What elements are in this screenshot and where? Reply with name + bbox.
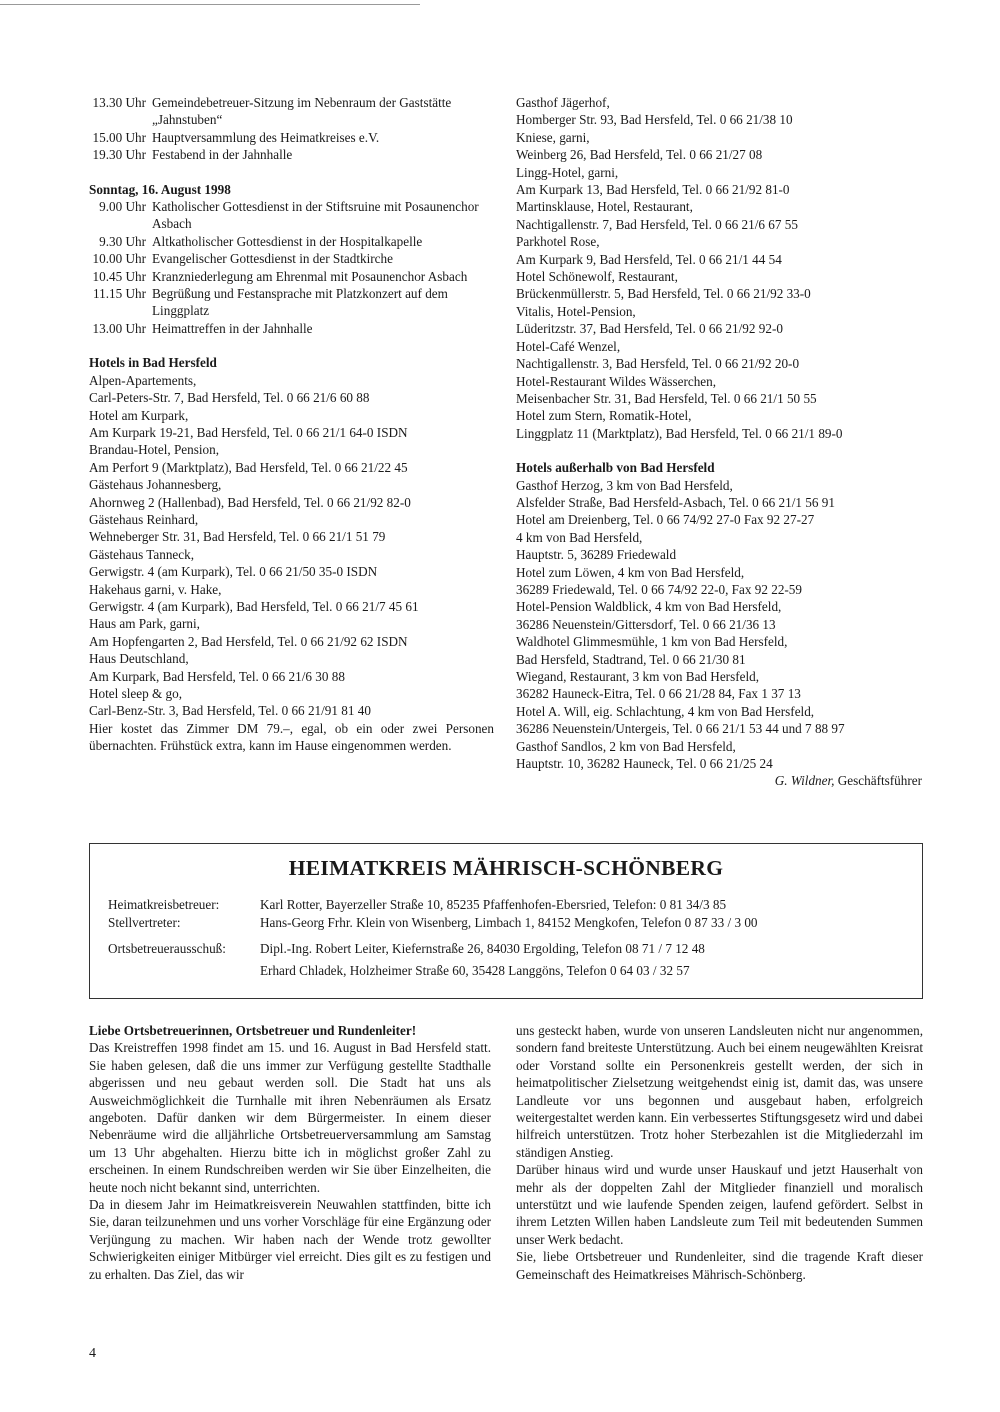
sunday-heading: Sonntag, 16. August 1998 (89, 181, 231, 197)
schedule-time: 9.00 Uhr (99, 199, 146, 215)
letter-left-column (89, 1022, 491, 1283)
schedule-time: 13.30 Uhr (92, 95, 146, 110)
hotel-line: Gerwigstr. 4 (am Kurpark), Tel. 0 66 21/50 35-0 ISDN (89, 564, 378, 580)
hotel-line: Hotel zum Stern, Romatik-Hotel, (516, 408, 692, 424)
signature (516, 772, 926, 789)
hotel-line: Hotel sleep & go, (89, 686, 183, 701)
hotel-line: Gasthof Herzog, 3 km von Bad Hersfeld, (516, 477, 733, 493)
saturday-schedule (89, 94, 494, 164)
hotel-line: Hotel am Dreienberg, Tel. 0 66 74/92 27-0 Fax 92 27-27 (516, 512, 815, 528)
hotel-line: Kniese, garni, (516, 129, 590, 145)
hotel-line: Hauptstr. 10, 36282 Hauneck, Tel. 0 66 21/25 24 (516, 756, 773, 772)
box-label: Heimatkreisbetreuer: (108, 897, 220, 912)
hotel-line: Parkhotel Rose, (516, 234, 600, 250)
box-row (108, 962, 690, 980)
schedule-time: 10.45 Uhr (92, 268, 146, 284)
hotel-line: Nachtigallenstr. 7, Bad Hersfeld, Tel. 0 66 21/6 67 55 (516, 216, 798, 232)
hotel-line: Gästehaus Tanneck, (89, 546, 195, 562)
hotel-line: Gasthof Jägerhof, (516, 95, 610, 110)
left-column (89, 94, 494, 755)
schedule-text: Altkatholischer Gottesdienst in der Hospitalkapelle (152, 233, 423, 249)
hotel-note: Hier kostet das Zimmer DM 79.–, egal, ob ein oder zwei Personen übernachten. Frühstück extra, kann im Hause eingenommen werden. (89, 720, 494, 754)
hotel-line: Ahornweg 2 (Hallenbad), Bad Hersfeld, Tel. 0 66 21/92 82-0 (89, 494, 411, 510)
hotels-in-list-left (89, 372, 494, 720)
hotel-line: 4 km von Bad Hersfeld, (516, 529, 643, 545)
letter-paragraph: Das Kreistreffen 1998 findet am 15. und 16. August in Bad Hersfeld statt. Sie haben gelesen, daß die uns immer zur Verfügung gestellte Stadthalle abgerissen und neu gebaut werden soll. Die Stadt hat uns als Ausweichmöglichkeit die Turnhalle mit ihren Nebenräumen als Ersatz angeboten. Dafür danken wir dem Bürgermeister. In einem dieser Nebenräume wird die alljährliche Ortsbetreuerversammlung am Samstag um 13 Uhr abgehalten. Hierzu bitte ich in möglichst großer Zahl zu erscheinen. In einem Rundschreiben werden wir Sie über Einzelheiten, die heute noch nicht bekannt sind, unterrichten. (89, 1040, 491, 1195)
schedule-time: 11.15 Uhr (93, 286, 146, 302)
hotel-line: Am Perfort 9 (Marktplatz), Bad Hersfeld, Tel. 0 66 21/22 45 (89, 459, 408, 475)
hotel-line: Hotel Schönewolf, Restaurant, (516, 269, 678, 285)
right-column (516, 94, 926, 790)
hotel-line: Nachtigallenstr. 3, Bad Hersfeld, Tel. 0 66 21/92 20-0 (516, 356, 800, 372)
top-rule (0, 4, 420, 5)
hotel-line: Weinberg 26, Bad Hersfeld, Tel. 0 66 21/27 08 (516, 147, 763, 163)
box-value: Erhard Chladek, Holzheimer Straße 60, 35428 Langgöns, Telefon 0 64 03 / 32 57 (260, 963, 690, 978)
schedule-text: Evangelischer Gottesdienst in der Stadtkirche (152, 251, 393, 267)
hotel-line: Am Kurpark 19-21, Bad Hersfeld, Tel. 0 66 21/1 64-0 ISDN (89, 424, 408, 440)
hotel-line: 36282 Hauneck-Eitra, Tel. 0 66 21/28 84, Fax 1 37 13 (516, 686, 801, 702)
hotel-line: Brückenmüllerstr. 5, Bad Hersfeld, Tel. 0 66 21/92 33-0 (516, 286, 811, 302)
schedule-text: Gemeindebetreuer-Sitzung im Nebenraum der Gaststätte „Jahnstuben“ (152, 95, 452, 128)
letter-greeting: Liebe Ortsbetreuerinnen, Ortsbetreuer und Rundenleiter! (89, 1023, 417, 1038)
hotel-line: Wiegand, Restaurant, 3 km von Bad Hersfeld, (516, 669, 760, 684)
hotel-line: Am Kurpark 13, Bad Hersfeld, Tel. 0 66 21/92 81-0 (516, 182, 790, 198)
schedule-time: 13.00 Uhr (92, 320, 146, 336)
letter-paragraph: Darüber hinaus wird und wurde unser Hauskauf und jetzt Hauserhalt von mehr als der doppelten Zahl der Mitglieder finanziell und moralisch unterstützt und wie laufende Spenden zeigen, laufend gefördert. Selbst in ihrem Letzten Willen haben Landsleute zum Teil mit bedeutenden Summen unser Werk bedacht. (516, 1162, 923, 1247)
hotel-line: Hotel zum Löwen, 4 km von Bad Hersfeld, (516, 564, 745, 580)
hotel-line: Hotel-Pension Waldblick, 4 km von Bad Hersfeld, (516, 599, 782, 615)
hotel-line: Bad Hersfeld, Stadtrand, Tel. 0 66 21/30 81 (516, 651, 746, 667)
hotel-line: Haus am Park, garni, (89, 616, 200, 632)
schedule-text: Kranzniederlegung am Ehrenmal mit Posaunenchor Asbach (152, 268, 468, 284)
schedule-item (89, 233, 494, 250)
hotel-line: Hauptstr. 5, 36289 Friedewald (516, 547, 677, 563)
box-value: Dipl.-Ing. Robert Leiter, Kiefernstraße 26, 84030 Ergolding, Telefon 08 71 / 7 12 48 (260, 941, 705, 956)
hotel-line: Homberger Str. 93, Bad Hersfeld, Tel. 0 66 21/38 10 (516, 112, 793, 128)
hotel-line: Am Kurpark, Bad Hersfeld, Tel. 0 66 21/6 30 88 (89, 668, 345, 684)
hotel-line: Alsfelder Straße, Bad Hersfeld-Asbach, Tel. 0 66 21/1 56 91 (516, 494, 835, 510)
hotel-line: Hotel am Kurpark, (89, 407, 189, 423)
schedule-text: Heimattreffen in der Jahnhalle (152, 320, 313, 336)
hotel-line: Alpen-Apartements, (89, 372, 197, 388)
schedule-time: 15.00 Uhr (92, 129, 146, 145)
hotel-line: 36286 Neuenstein/Gittersdorf, Tel. 0 66 21/36 13 (516, 616, 776, 632)
schedule-item (89, 250, 494, 267)
hotel-line: Lüderitzstr. 37, Bad Hersfeld, Tel. 0 66 21/92 92-0 (516, 321, 783, 337)
hotel-line: Gerwigstr. 4 (am Kurpark), Bad Hersfeld, Tel. 0 66 21/7 45 61 (89, 598, 419, 614)
hotel-line: Am Kurpark 9, Bad Hersfeld, Tel. 0 66 21/1 44 54 (516, 251, 782, 267)
box-value: Hans-Georg Frhr. Klein von Wisenberg, Limbach 1, 84152 Mengkofen, Telefon 0 87 33 / 3 00 (260, 915, 758, 930)
letter-paragraph: uns gesteckt haben, wurde von unseren Landsleuten nicht nur angenommen, sondern fand breiteste Unterstützung. Auch bei einem neugewählten Kreisrat oder Vorstand sollte ein Personenkreis gestellt werden, der sich in heimatpolitischer Zielsetzung weitgehendst einig ist, damit das, was unsere Landleute vor uns begonnen und ausgebaut haben, erfolgreich weitergestaltet werden kann. Ein verbessertes Stiftungsgesetz wird und dabei hilfreich unterstützen. Trotz hoher Sterbezahlen ist die Mitgliederzahl im ständigen Anstieg. (516, 1023, 923, 1160)
page-number: 4 (89, 1346, 96, 1361)
schedule-text: Begrüßung und Festansprache mit Platzkonzert auf dem Linggplatz (152, 286, 448, 319)
sunday-schedule (89, 198, 494, 337)
schedule-item (89, 198, 494, 233)
box-title: HEIMATKREIS MÄHRISCH-SCHÖNBERG (288, 856, 724, 880)
hotel-line: Wehneberger Str. 31, Bad Hersfeld, Tel. 0 66 21/1 51 79 (89, 529, 386, 545)
box-value: Karl Rotter, Bayerzeller Straße 10, 85235 Pfaffenhofen-Ebersried, Telefon: 0 81 34/3 85 (260, 897, 727, 912)
hotel-line: 36289 Friedewald, Tel. 0 66 74/92 22-0, Fax 92 22-59 (516, 581, 802, 597)
schedule-item (89, 268, 494, 285)
hotel-line: Waldhotel Glimmesmühle, 1 km von Bad Hersfeld, (516, 634, 788, 650)
letter-paragraph: Sie, liebe Ortsbetreuer und Rundenleiter, sind die tragende Kraft dieser Gemeinschaft des Heimatkreises Mährisch-Schönberg. (516, 1249, 923, 1282)
schedule-text: Katholischer Gottesdienst in der Stiftsruine mit Posaunenchor Asbach (152, 199, 479, 232)
hotel-line: Gästehaus Johannesberg, (89, 477, 222, 493)
hotel-line: Martinsklause, Hotel, Restaurant, (516, 199, 693, 215)
hotel-line: Carl-Peters-Str. 7, Bad Hersfeld, Tel. 0 66 21/6 60 88 (89, 390, 370, 406)
hotel-line: Hotel A. Will, eig. Schlachtung, 4 km von Bad Hersfeld, (516, 703, 815, 719)
schedule-item (89, 146, 494, 163)
schedule-item (89, 129, 494, 146)
schedule-text: Festabend in der Jahnhalle (152, 147, 293, 163)
heimatkreis-box (89, 843, 923, 999)
hotel-line: Am Hopfengarten 2, Bad Hersfeld, Tel. 0 66 21/92 62 ISDN (89, 633, 408, 649)
box-label: Ortsbetreuerausschuß: (108, 941, 226, 956)
letter-paragraph: Da in diesem Jahr im Heimatkreisverein Neuwahlen stattfinden, bitte ich Sie, daran teilzunehmen und uns vorher Vorschläge für eine Ergänzung oder Verjüngung zu machen. Wir haben nach der Wende trotz gewollter Schwierigkeiten einiger Mitbürger viel erreicht. Dies gilt es zu festigen und zu erhalten. Das Ziel, das wir (89, 1197, 491, 1282)
schedule-item (89, 285, 494, 320)
hotel-line: Haus Deutschland, (89, 651, 189, 667)
hotel-line: Linggplatz 11 (Marktplatz), Bad Hersfeld, Tel. 0 66 21/1 89-0 (516, 425, 843, 441)
hotel-line: Meisenbacher Str. 31, Bad Hersfeld, Tel. 0 66 21/1 50 55 (516, 390, 817, 406)
hotels-out-heading: Hotels außerhalb von Bad Hersfeld (516, 460, 715, 476)
schedule-time: 10.00 Uhr (92, 251, 146, 267)
hotel-line: Gästehaus Reinhard, (89, 511, 199, 527)
letter-right-column (516, 1022, 923, 1283)
signature-role: Geschäftsführer (837, 773, 922, 789)
schedule-item (89, 94, 494, 129)
hotel-line: Hakehaus garni, v. Hake, (89, 581, 222, 597)
hotel-line: Hotel-Restaurant Wildes Wässerchen, (516, 373, 717, 389)
box-label: Stellvertreter: (108, 915, 181, 930)
hotel-line: Lingg-Hotel, garni, (516, 164, 619, 180)
hotel-line: Brandau-Hotel, Pension, (89, 442, 220, 458)
box-row (108, 940, 705, 958)
signature-name: G. Wildner, (774, 773, 835, 789)
schedule-time: 9.30 Uhr (99, 233, 146, 249)
box-row (108, 896, 726, 914)
hotel-line: Gasthof Sandlos, 2 km von Bad Hersfeld, (516, 738, 736, 754)
hotel-line: Hotel-Café Wenzel, (516, 338, 621, 354)
hotels-out-list (516, 477, 926, 773)
schedule-text: Hauptversammlung des Heimatkreises e.V. (152, 129, 380, 145)
hotel-line: 36286 Neuenstein/Untergeis, Tel. 0 66 21/1 53 44 und 7 88 97 (516, 721, 845, 737)
hotel-line: Carl-Benz-Str. 3, Bad Hersfeld, Tel. 0 66 21/91 81 40 (89, 703, 371, 719)
box-row (108, 914, 758, 932)
hotels-in-list-right (516, 94, 926, 442)
schedule-time: 19.30 Uhr (92, 147, 146, 163)
hotels-in-heading: Hotels in Bad Hersfeld (89, 355, 217, 371)
hotel-line: Vitalis, Hotel-Pension, (516, 303, 636, 319)
schedule-item (89, 320, 494, 337)
